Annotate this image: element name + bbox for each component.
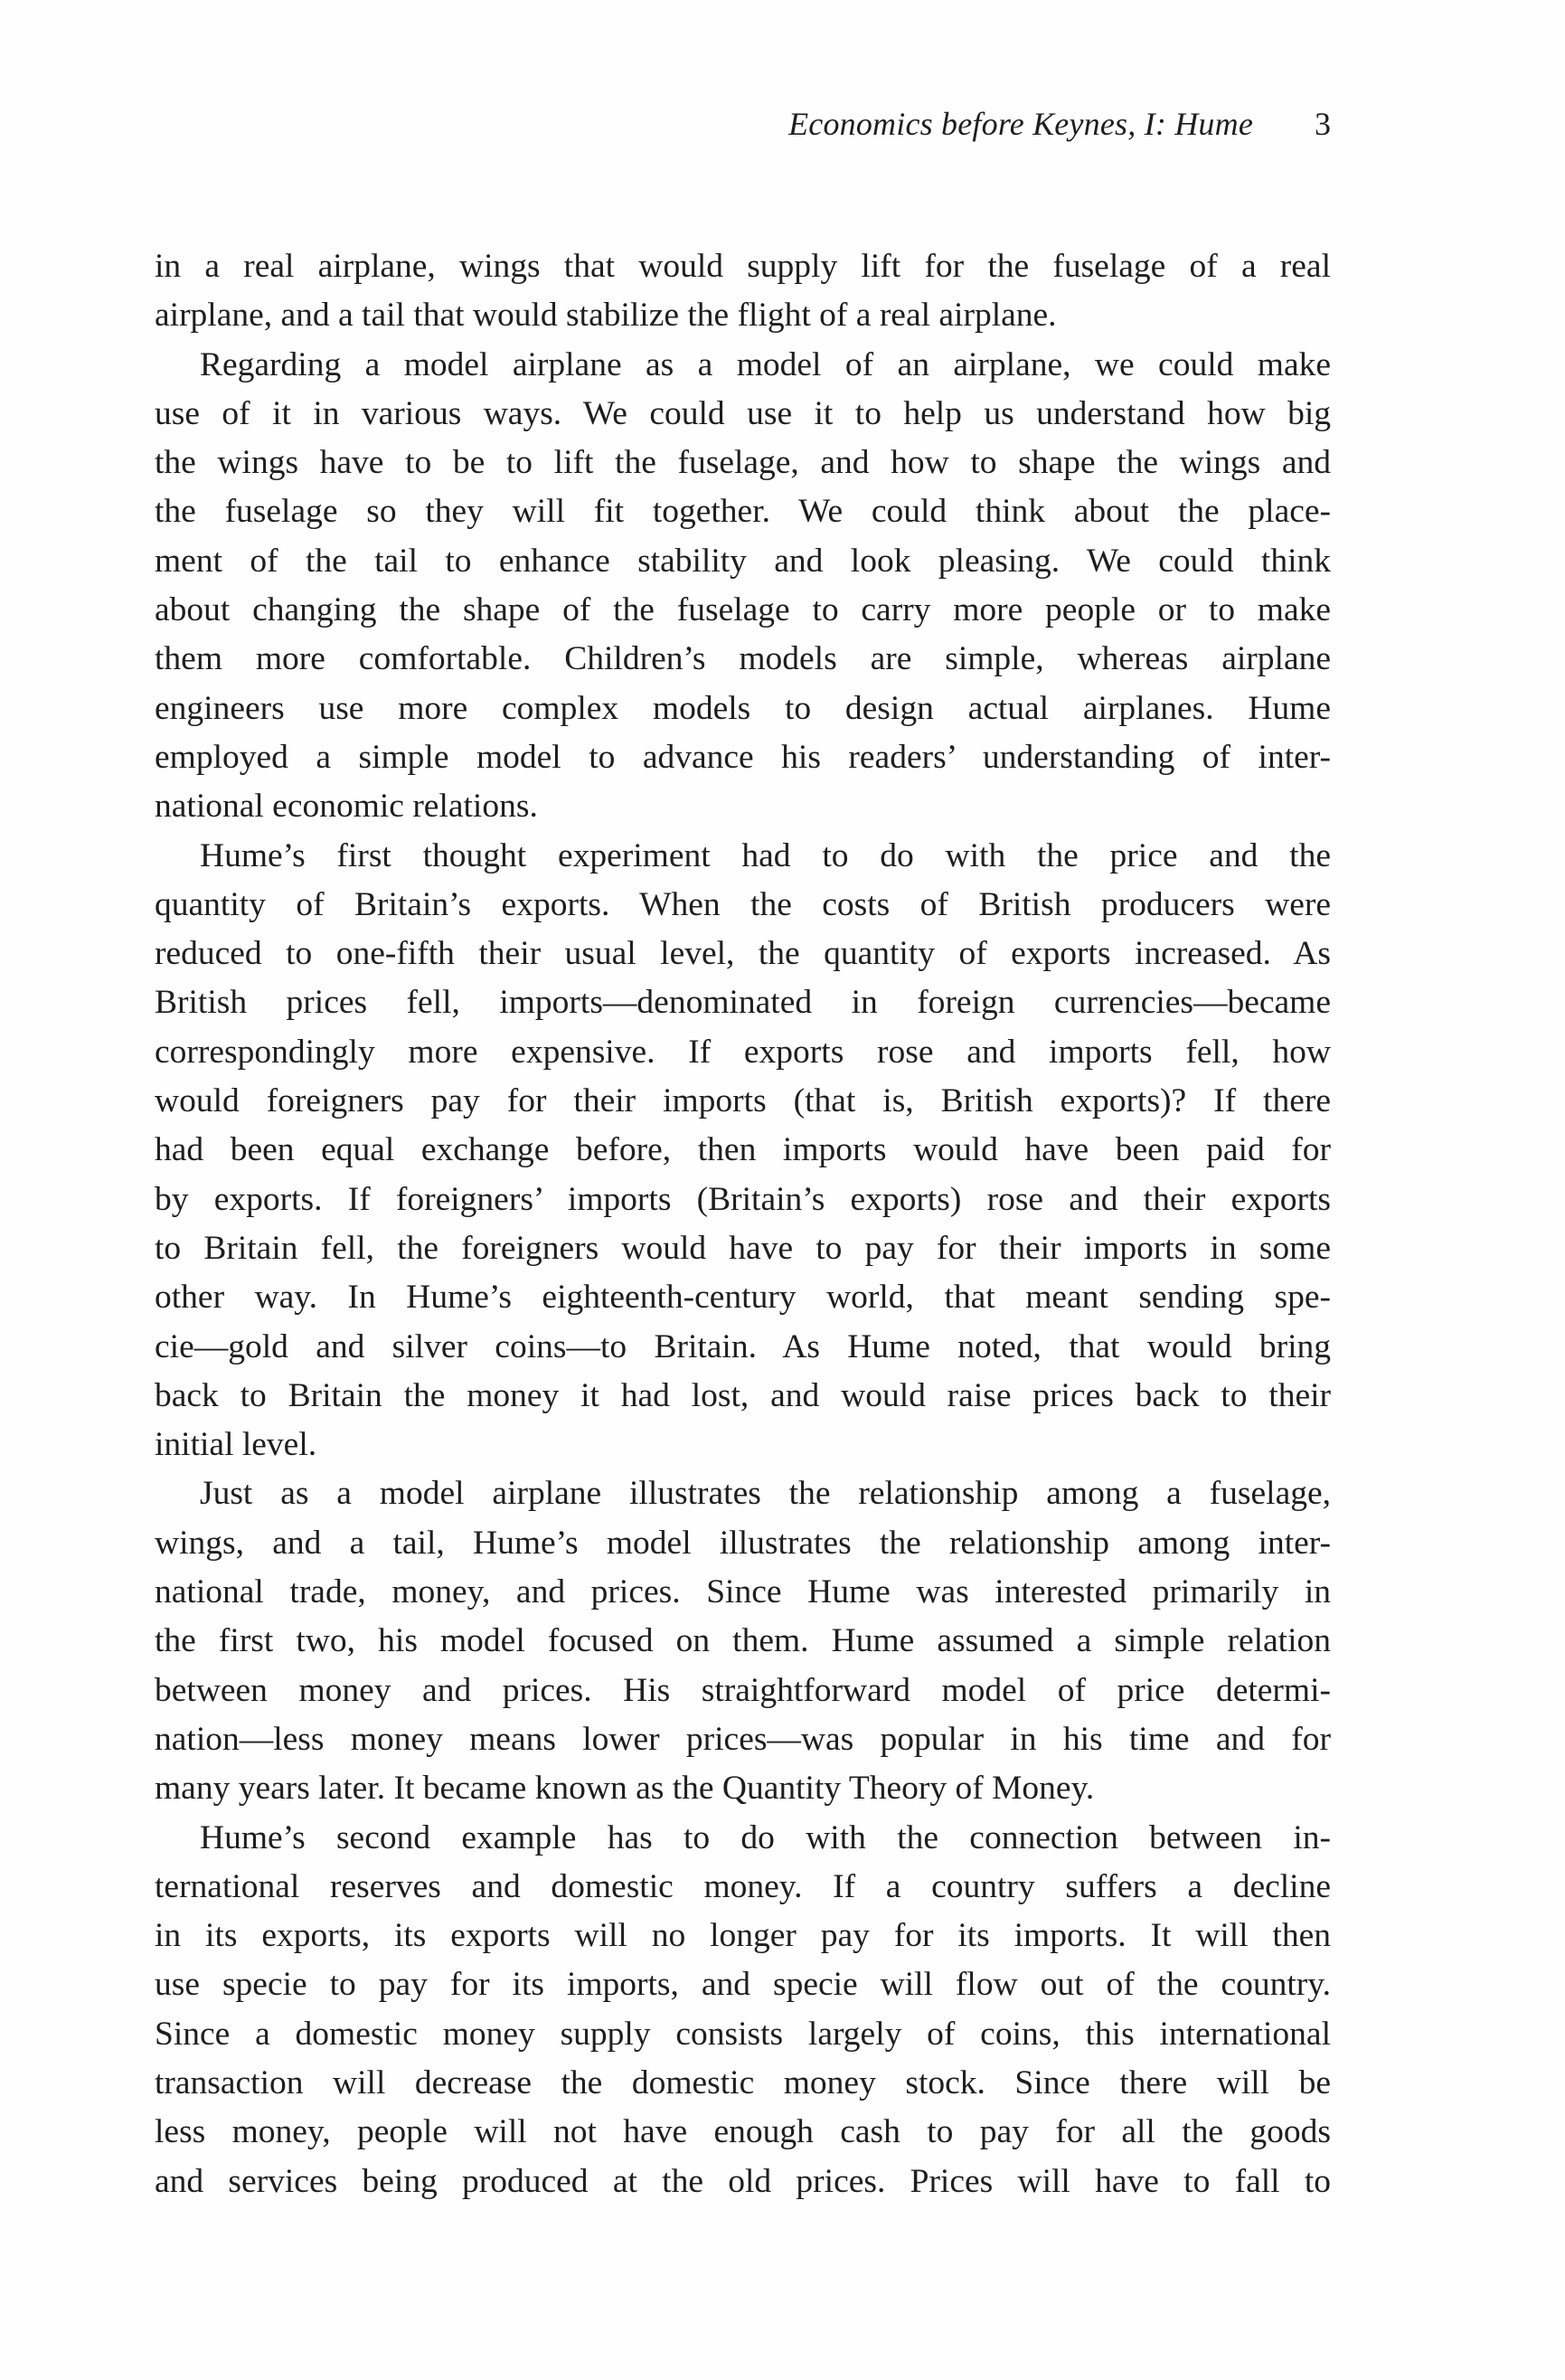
text-line: national trade, money, and prices. Since Hume was interested primarily in xyxy=(155,1573,1331,1611)
text-line: correspondingly more expensive. If exports rose and imports fell, how xyxy=(155,1033,1331,1071)
text-line: in a real airplane, wings that would supply lift for the fuselage of a real xyxy=(155,248,1331,285)
text-line: Regarding a model airplane as a model of an airplane, we could make xyxy=(200,345,1331,383)
text-line: less money, people will not have enough cash to pay for all the goods xyxy=(155,2113,1331,2151)
text-line: Just as a model airplane illustrates the relationship among a fuselage, xyxy=(200,1475,1331,1513)
body-text xyxy=(155,242,1331,2206)
paragraph xyxy=(155,1814,1331,2206)
text-line: would foreigners pay for their imports (that is, British exports)? If there xyxy=(155,1082,1331,1120)
text-line: British prices fell, imports—denominated in foreign currencies—became xyxy=(155,984,1331,1022)
text-line: Hume’s first thought experiment had to do with the price and the xyxy=(200,836,1331,874)
text-line: ment of the tail to enhance stability and look pleasing. We could think xyxy=(155,542,1331,580)
text-line: to Britain fell, the foreigners would have to pay for their imports in some xyxy=(155,1229,1331,1267)
text-line: other way. In Hume’s eighteenth-century world, that meant sending spe- xyxy=(155,1279,1331,1317)
text-line: Since a domestic money supply consists largely of coins, this international xyxy=(155,2015,1331,2053)
text-line: in its exports, its exports will no longer pay for its imports. It will then xyxy=(155,1917,1331,1955)
text-line: cie—gold and silver coins—to Britain. As Hume noted, that would bring xyxy=(155,1327,1331,1365)
text-line: them more comfortable. Children’s models are simple, whereas airplane xyxy=(155,640,1331,678)
text-line: use specie to pay for its imports, and specie will flow out of the country. xyxy=(155,1966,1331,2004)
text-line: wings, and a tail, Hume’s model illustrates the relationship among inter- xyxy=(155,1524,1331,1562)
text-line: use of it in various ways. We could use it to help us understand how big xyxy=(155,394,1331,432)
text-line: many years later. It became known as the Quantity Theory of Money. xyxy=(155,1770,1095,1808)
text-line: by exports. If foreigners’ imports (Britain’s exports) rose and their exports xyxy=(155,1180,1331,1218)
paragraph xyxy=(155,1469,1331,1813)
text-line: about changing the shape of the fuselage to carry more people or to make xyxy=(155,591,1331,629)
text-line: airplane, and a tail that would stabilize the flight of a real airplane. xyxy=(155,297,1057,335)
paragraph xyxy=(155,832,1331,1470)
text-line: had been equal exchange before, then imports would have been paid for xyxy=(155,1131,1331,1169)
text-line: national economic relations. xyxy=(155,788,538,826)
text-line: initial level. xyxy=(155,1426,317,1464)
text-line: the first two, his model focused on them. Hume assumed a simple relation xyxy=(155,1622,1331,1660)
paragraph xyxy=(155,341,1331,832)
text-line: transaction will decrease the domestic money stock. Since there will be xyxy=(155,2064,1331,2101)
text-line: the wings have to be to lift the fuselage, and how to shape the wings and xyxy=(155,444,1331,482)
paragraph xyxy=(155,242,1331,341)
running-head xyxy=(155,101,1331,146)
text-line: and services being produced at the old prices. Prices will have to fall to xyxy=(155,2162,1331,2200)
text-line: nation—less money means lower prices—was popular in his time and for xyxy=(155,1720,1331,1758)
text-line: quantity of Britain’s exports. When the costs of British producers were xyxy=(155,885,1331,923)
text-line: ternational reserves and domestic money. If a country suffers a decline xyxy=(155,1867,1331,1905)
text-line: Hume’s second example has to do with the connection between in- xyxy=(200,1818,1331,1856)
text-line: employed a simple model to advance his readers’ understanding of inter- xyxy=(155,738,1331,776)
text-line: the fuselage so they will fit together. We could think about the place- xyxy=(155,493,1331,531)
running-head-title: Economics before Keynes, I: Hume xyxy=(788,106,1253,142)
text-line: back to Britain the money it had lost, and would raise prices back to their xyxy=(155,1376,1331,1414)
text-line: engineers use more complex models to design actual airplanes. Hume xyxy=(155,689,1331,727)
text-line: reduced to one-fifth their usual level, the quantity of exports increased. As xyxy=(155,935,1331,973)
text-line: between money and prices. His straightforward model of price determi- xyxy=(155,1671,1331,1709)
page-number: 3 xyxy=(1315,106,1331,142)
